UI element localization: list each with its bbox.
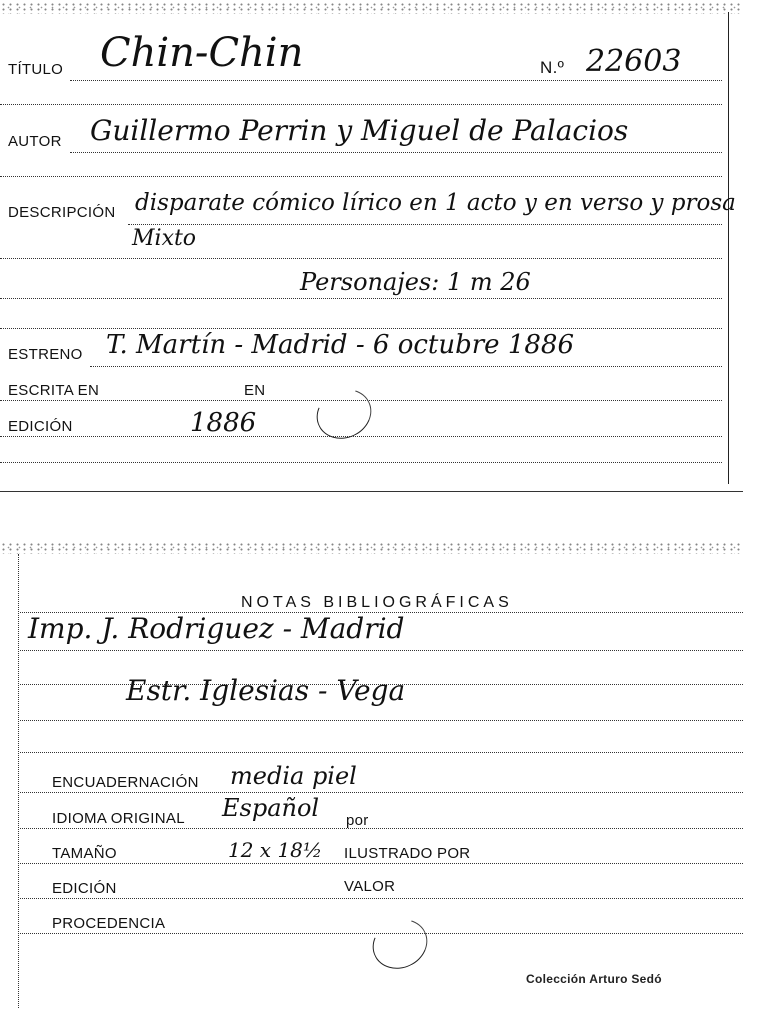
descripcion-value-line1: disparate cómico lírico en 1 acto y en verso y prosa [135, 190, 736, 216]
estreno-rule [90, 366, 722, 367]
titulo-value: Chin-Chin [100, 30, 304, 76]
edicion-value: 1886 [190, 408, 257, 438]
en-label: EN [244, 382, 266, 399]
edicion-rule [20, 898, 743, 899]
descripcion-label: DESCRIPCIÓN [8, 204, 116, 221]
tamano-label: TAMAÑO [52, 845, 117, 862]
por-label: por [346, 812, 369, 829]
personajes-value: Personajes: 1 m 26 [300, 268, 531, 296]
escrita-en-label: ESCRITA EN [8, 382, 100, 399]
autor-label: AUTOR [8, 133, 62, 150]
encuadernacion-rule [20, 792, 743, 793]
catalog-card-front [0, 0, 743, 492]
rule [20, 752, 743, 753]
punch-hole [308, 380, 379, 447]
card-top-edge [0, 2, 743, 14]
idioma-rule [20, 828, 743, 829]
card-top-edge [0, 542, 743, 554]
descripcion-rule [128, 224, 722, 225]
descripcion-value-line2: Mixto [132, 226, 197, 251]
notas-heading: NOTAS BIBLIOGRÁFICAS [241, 594, 513, 611]
punch-hole [364, 910, 435, 977]
titulo-rule [70, 80, 722, 81]
rule [0, 462, 722, 463]
rule [0, 298, 722, 299]
notes-line-2: Estr. Iglesias - Vega [126, 674, 406, 707]
tamano-value: 12 x 18½ [228, 838, 323, 862]
ilustrado-por-label: ILUSTRADO POR [344, 845, 471, 862]
edicion-label: EDICIÓN [8, 418, 73, 435]
idioma-original-label: IDIOMA ORIGINAL [52, 810, 185, 827]
catalog-card-back [0, 540, 743, 1028]
rule [20, 720, 743, 721]
encuadernacion-value: media piel [230, 762, 357, 790]
card-bottom-edge [0, 491, 743, 492]
valor-label: VALOR [344, 878, 396, 895]
card-right-edge [728, 12, 729, 484]
estreno-label: ESTRENO [8, 346, 83, 363]
rule [0, 176, 722, 177]
idioma-original-value: Español [222, 794, 320, 822]
notes-line-1: Imp. J. Rodriguez - Madrid [28, 612, 405, 645]
card-left-edge [18, 554, 19, 1008]
tamano-rule [20, 863, 743, 864]
edicion-label: EDICIÓN [52, 880, 117, 897]
autor-value: Guillermo Perrin y Miguel de Palacios [90, 114, 629, 147]
rule [0, 328, 722, 329]
numero-label: N.º [540, 58, 565, 77]
encuadernacion-label: ENCUADERNACIÓN [52, 774, 199, 791]
rule [0, 104, 722, 105]
titulo-label: TÍTULO [8, 61, 64, 78]
autor-rule [70, 152, 722, 153]
edicion-rule [0, 436, 722, 437]
procedencia-label: PROCEDENCIA [52, 915, 166, 932]
estreno-value: T. Martín - Madrid - 6 octubre 1886 [106, 330, 574, 360]
numero-value: 22603 [586, 44, 682, 79]
rule [20, 650, 743, 651]
collection-credit: Colección Arturo Sedó [526, 972, 662, 986]
rule [0, 258, 722, 259]
